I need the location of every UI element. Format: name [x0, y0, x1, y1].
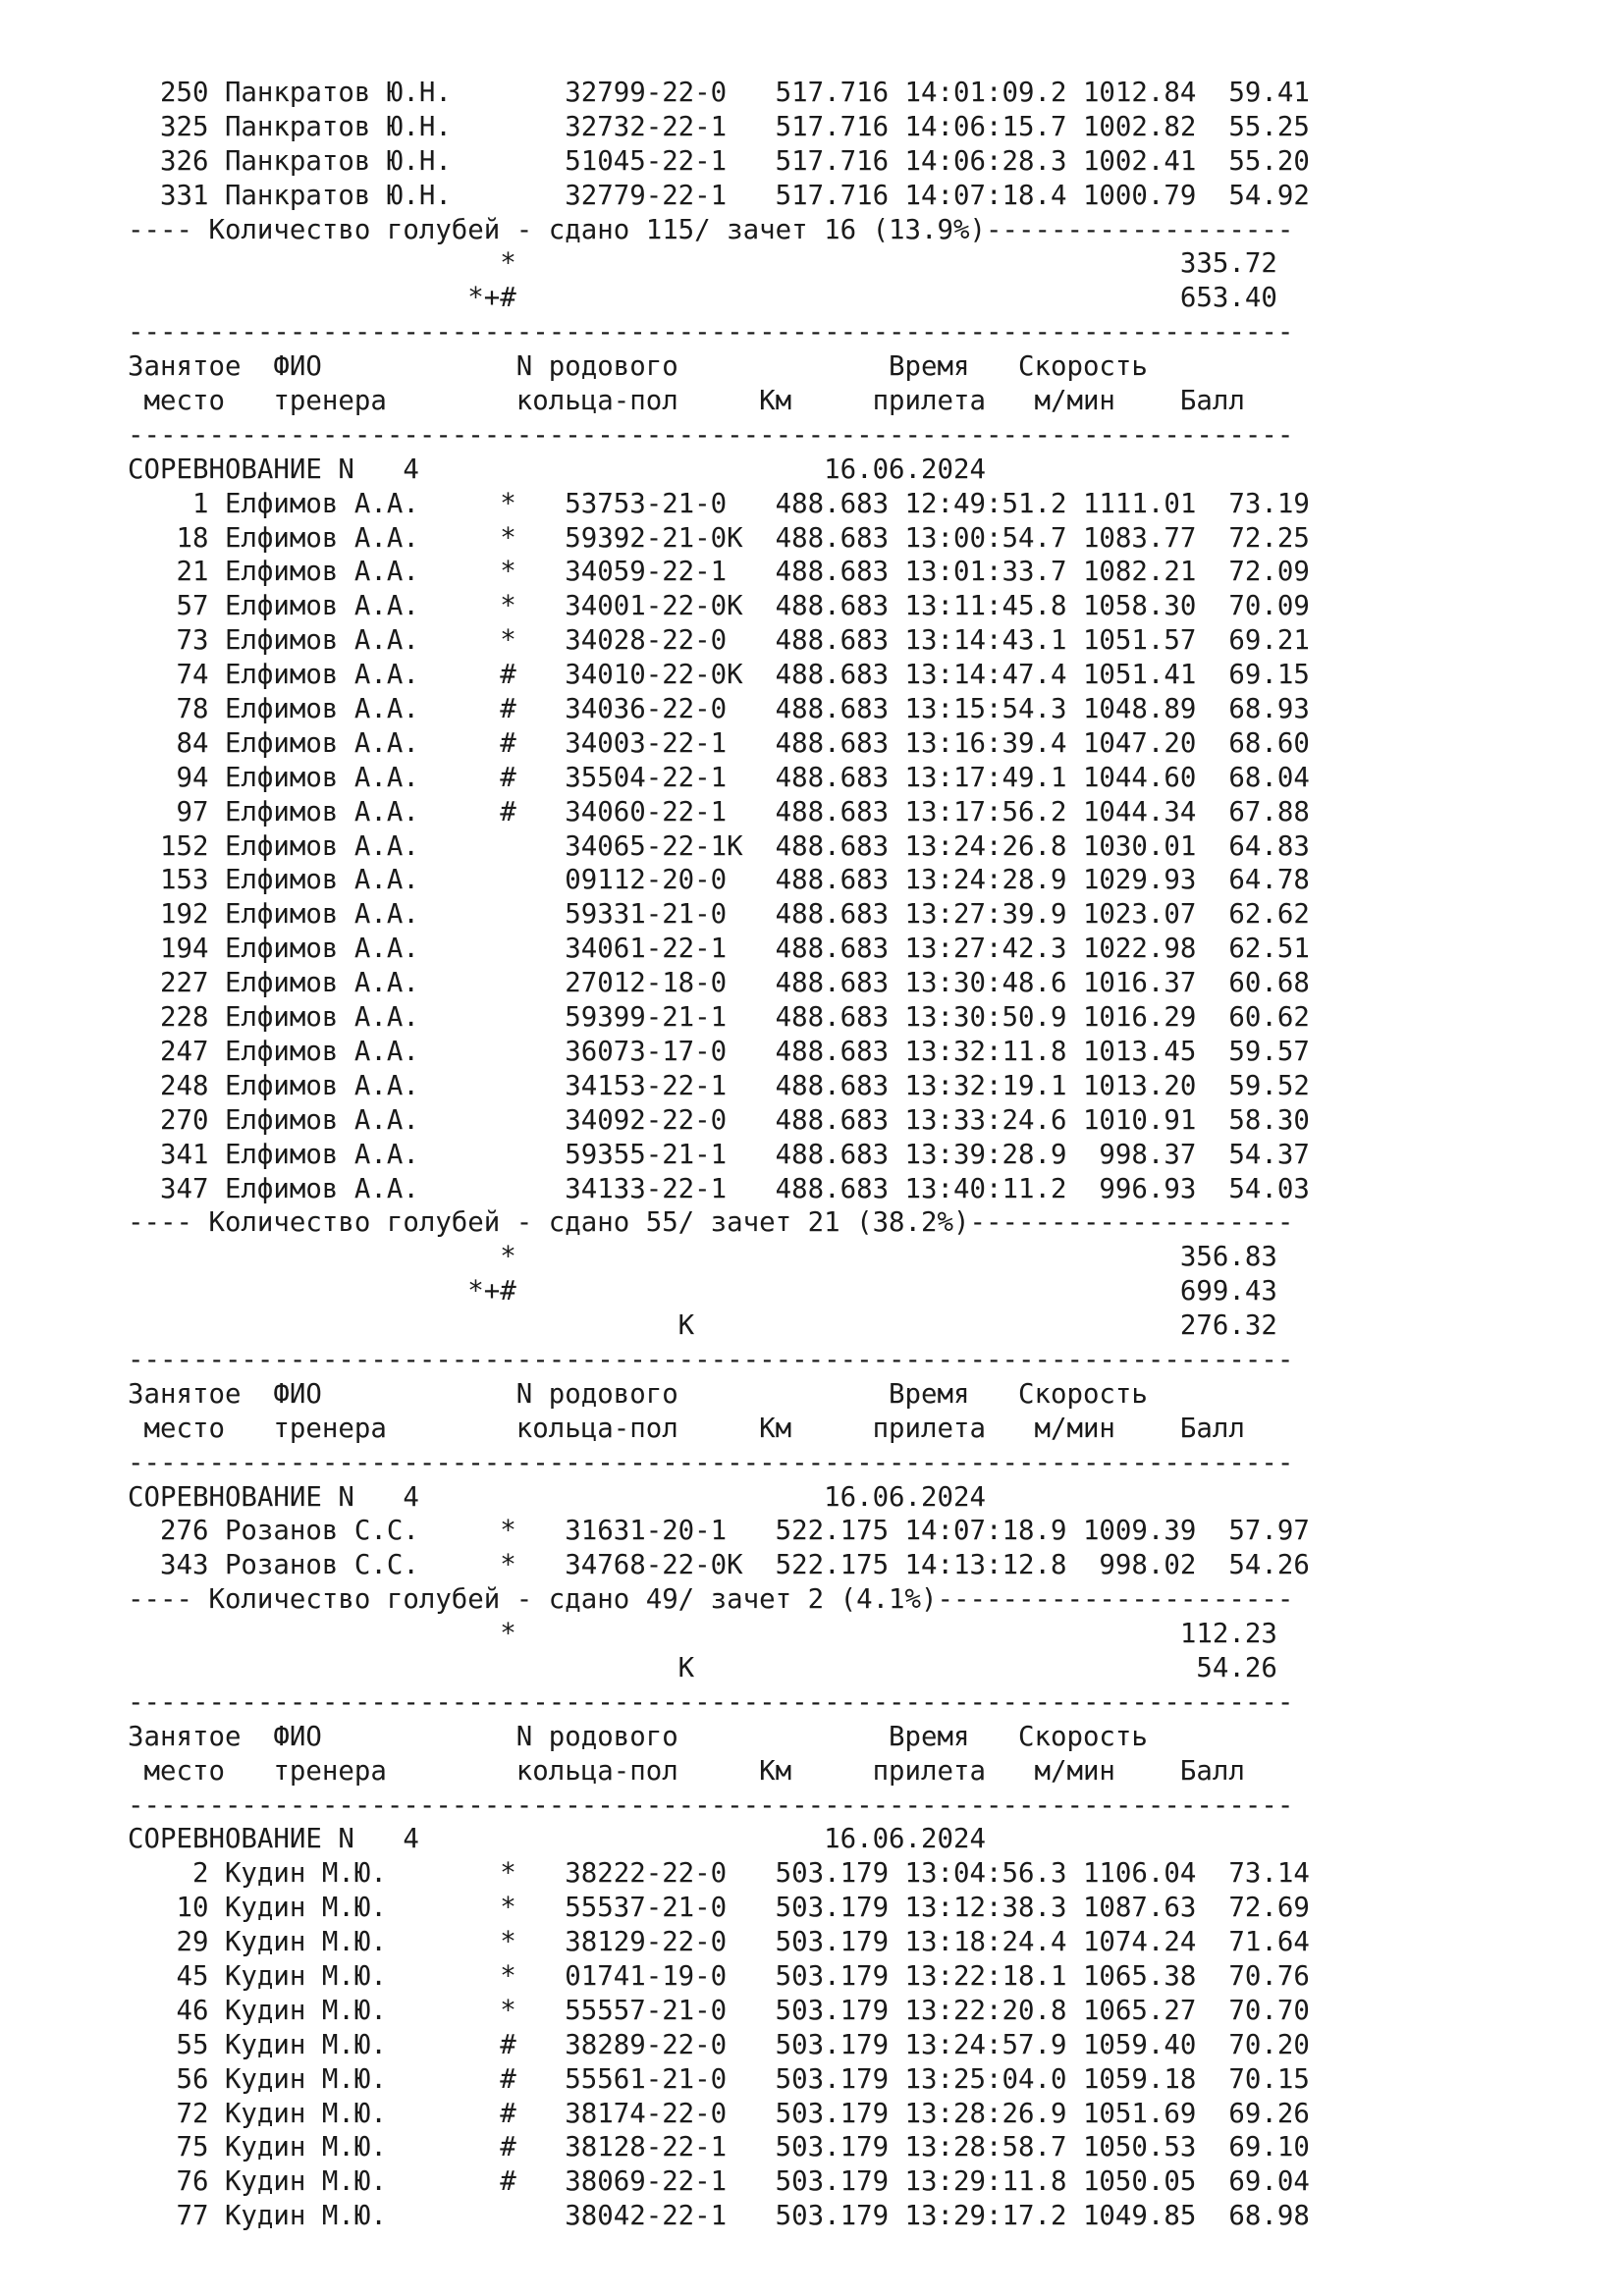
result-row: 270 Елфимов А.А. 34092-22-0 488.683 13:33:24.6 1010.91 58.30 — [128, 1104, 1310, 1136]
separator-line: ------------------------------------------------------------------------ — [128, 419, 1294, 451]
result-row: 97 Елфимов А.А. # 34060-22-1 488.683 13:17:56.2 1044.34 67.88 — [128, 796, 1310, 828]
result-row: 326 Панкратов Ю.Н. 51045-22-1 517.716 14:06:28.3 1002.41 55.20 — [128, 145, 1310, 177]
summary-line: ---- Количество голубей - сдано 55/ зачет 21 (38.2%)-------------------- — [128, 1207, 1294, 1239]
result-row: 84 Елфимов А.А. # 34003-22-1 488.683 13:16:39.4 1047.20 68.60 — [128, 727, 1310, 759]
result-row: 248 Елфимов А.А. 34153-22-1 488.683 13:32:19.1 1013.20 59.52 — [128, 1070, 1310, 1101]
result-row: 194 Елфимов А.А. 34061-22-1 488.683 13:27:42.3 1022.98 62.51 — [128, 934, 1310, 965]
result-row: 21 Елфимов А.А. * 34059-22-1 488.683 13:01:33.7 1082.21 72.09 — [128, 557, 1310, 588]
summary-line: ---- Количество голубей - сдано 49/ зачет 2 (4.1%)---------------------- — [128, 1584, 1294, 1616]
result-row: 2 Кудин М.Ю. * 38222-22-0 503.179 13:04:56.3 1106.04 73.14 — [128, 1858, 1310, 1890]
score-total-line: * 335.72 — [128, 248, 1277, 280]
result-row: 46 Кудин М.Ю. * 55557-21-0 503.179 13:22:20.8 1065.27 70.70 — [128, 1995, 1310, 2026]
result-row: 325 Панкратов Ю.Н. 32732-22-1 517.716 14:06:15.7 1002.82 55.25 — [128, 111, 1310, 142]
result-row: 250 Панкратов Ю.Н. 32799-22-0 517.716 14:01:09.2 1012.84 59.41 — [128, 78, 1310, 108]
result-row: 192 Елфимов А.А. 59331-21-0 488.683 13:27:39.9 1023.07 62.62 — [128, 899, 1310, 931]
result-row: 72 Кудин М.Ю. # 38174-22-0 503.179 13:28:26.9 1051.69 69.26 — [128, 2098, 1310, 2129]
result-row: 276 Розанов С.С. * 31631-20-1 522.175 14:07:18.9 1009.39 57.97 — [128, 1516, 1310, 1547]
result-row: 76 Кудин М.Ю. # 38069-22-1 503.179 13:29:11.8 1050.05 69.04 — [128, 2166, 1310, 2198]
result-row: 343 Розанов С.С. * 34768-22-0К 522.175 14:13:12.8 998.02 54.26 — [128, 1550, 1310, 1581]
result-row: 10 Кудин М.Ю. * 55537-21-0 503.179 13:12:38.3 1087.63 72.69 — [128, 1893, 1310, 1924]
score-total-line: * 112.23 — [128, 1619, 1277, 1650]
separator-line: ------------------------------------------------------------------------ — [128, 1789, 1294, 1821]
summary-line: ---- Количество голубей - сдано 115/ зачет 16 (13.9%)------------------- — [128, 214, 1294, 245]
column-header: Занятое ФИО N родового Время Скорость — [128, 1378, 1148, 1410]
result-row: 73 Елфимов А.А. * 34028-22-0 488.683 13:14:43.1 1051.57 69.21 — [128, 625, 1310, 657]
column-header: место тренера кольца-пол Км прилета м/мин Балл — [128, 386, 1245, 417]
result-row: 45 Кудин М.Ю. * 01741-19-0 503.179 13:22:18.1 1065.38 70.76 — [128, 1960, 1310, 1992]
result-row: 57 Елфимов А.А. * 34001-22-0К 488.683 13:11:45.8 1058.30 70.09 — [128, 591, 1310, 622]
score-total-line: *+# 653.40 — [128, 283, 1277, 314]
score-total-line: *+# 699.43 — [128, 1276, 1277, 1308]
result-row: 347 Елфимов А.А. 34133-22-1 488.683 13:40:11.2 996.93 54.03 — [128, 1173, 1310, 1204]
result-row: 29 Кудин М.Ю. * 38129-22-0 503.179 13:18:24.4 1074.24 71.64 — [128, 1927, 1310, 1958]
result-row: 56 Кудин М.Ю. # 55561-21-0 503.179 13:25:04.0 1059.18 70.15 — [128, 2063, 1310, 2095]
result-row: 75 Кудин М.Ю. # 38128-22-1 503.179 13:28:58.7 1050.53 69.10 — [128, 2132, 1310, 2163]
result-row: 18 Елфимов А.А. * 59392-21-0К 488.683 13:00:54.7 1083.77 72.25 — [128, 522, 1310, 554]
column-header: место тренера кольца-пол Км прилета м/мин Балл — [128, 1755, 1245, 1787]
results-printout — [128, 77, 1310, 2234]
separator-line: ------------------------------------------------------------------------ — [128, 1686, 1294, 1718]
result-row: 78 Елфимов А.А. # 34036-22-0 488.683 13:15:54.3 1048.89 68.93 — [128, 694, 1310, 725]
result-row: 331 Панкратов Ю.Н. 32779-22-1 517.716 14:07:18.4 1000.79 54.92 — [128, 180, 1310, 211]
result-row: 55 Кудин М.Ю. # 38289-22-0 503.179 13:24:57.9 1059.40 70.20 — [128, 2029, 1310, 2060]
column-header: Занятое ФИО N родового Время Скорость — [128, 351, 1148, 383]
score-total-line: * 356.83 — [128, 1242, 1277, 1273]
competition-header: СОРЕВНОВАНИЕ N 4 16.06.2024 — [128, 1824, 986, 1855]
result-row: 247 Елфимов А.А. 36073-17-0 488.683 13:32:11.8 1013.45 59.57 — [128, 1036, 1310, 1067]
result-row: 77 Кудин М.Ю. 38042-22-1 503.179 13:29:17.2 1049.85 68.98 — [128, 2201, 1310, 2232]
column-header: Занятое ФИО N родового Время Скорость — [128, 1721, 1148, 1752]
result-row: 94 Елфимов А.А. # 35504-22-1 488.683 13:17:49.1 1044.60 68.04 — [128, 762, 1310, 793]
competition-header: СОРЕВНОВАНИЕ N 4 16.06.2024 — [128, 1481, 986, 1513]
result-row: 153 Елфимов А.А. 09112-20-0 488.683 13:24:28.9 1029.93 64.78 — [128, 865, 1310, 896]
result-row: 341 Елфимов А.А. 59355-21-1 488.683 13:39:28.9 998.37 54.37 — [128, 1139, 1310, 1170]
result-row: 228 Елфимов А.А. 59399-21-1 488.683 13:30:50.9 1016.29 60.62 — [128, 1002, 1310, 1034]
separator-line: ------------------------------------------------------------------------ — [128, 317, 1294, 348]
competition-header: СОРЕВНОВАНИЕ N 4 16.06.2024 — [128, 454, 986, 485]
result-row: 152 Елфимов А.А. 34065-22-1К 488.683 13:24:26.8 1030.01 64.83 — [128, 830, 1310, 862]
separator-line: ------------------------------------------------------------------------ — [128, 1447, 1294, 1478]
column-header: место тренера кольца-пол Км прилета м/мин Балл — [128, 1413, 1245, 1444]
result-row: 227 Елфимов А.А. 27012-18-0 488.683 13:30:48.6 1016.37 60.68 — [128, 968, 1310, 999]
result-row: 1 Елфимов А.А. * 53753-21-0 488.683 12:49:51.2 1111.01 73.19 — [128, 488, 1310, 519]
score-total-line: К 54.26 — [128, 1652, 1277, 1683]
separator-line: ------------------------------------------------------------------------ — [128, 1344, 1294, 1375]
result-row: 74 Елфимов А.А. # 34010-22-0К 488.683 13:14:47.4 1051.41 69.15 — [128, 660, 1310, 691]
score-total-line: К 276.32 — [128, 1310, 1277, 1342]
